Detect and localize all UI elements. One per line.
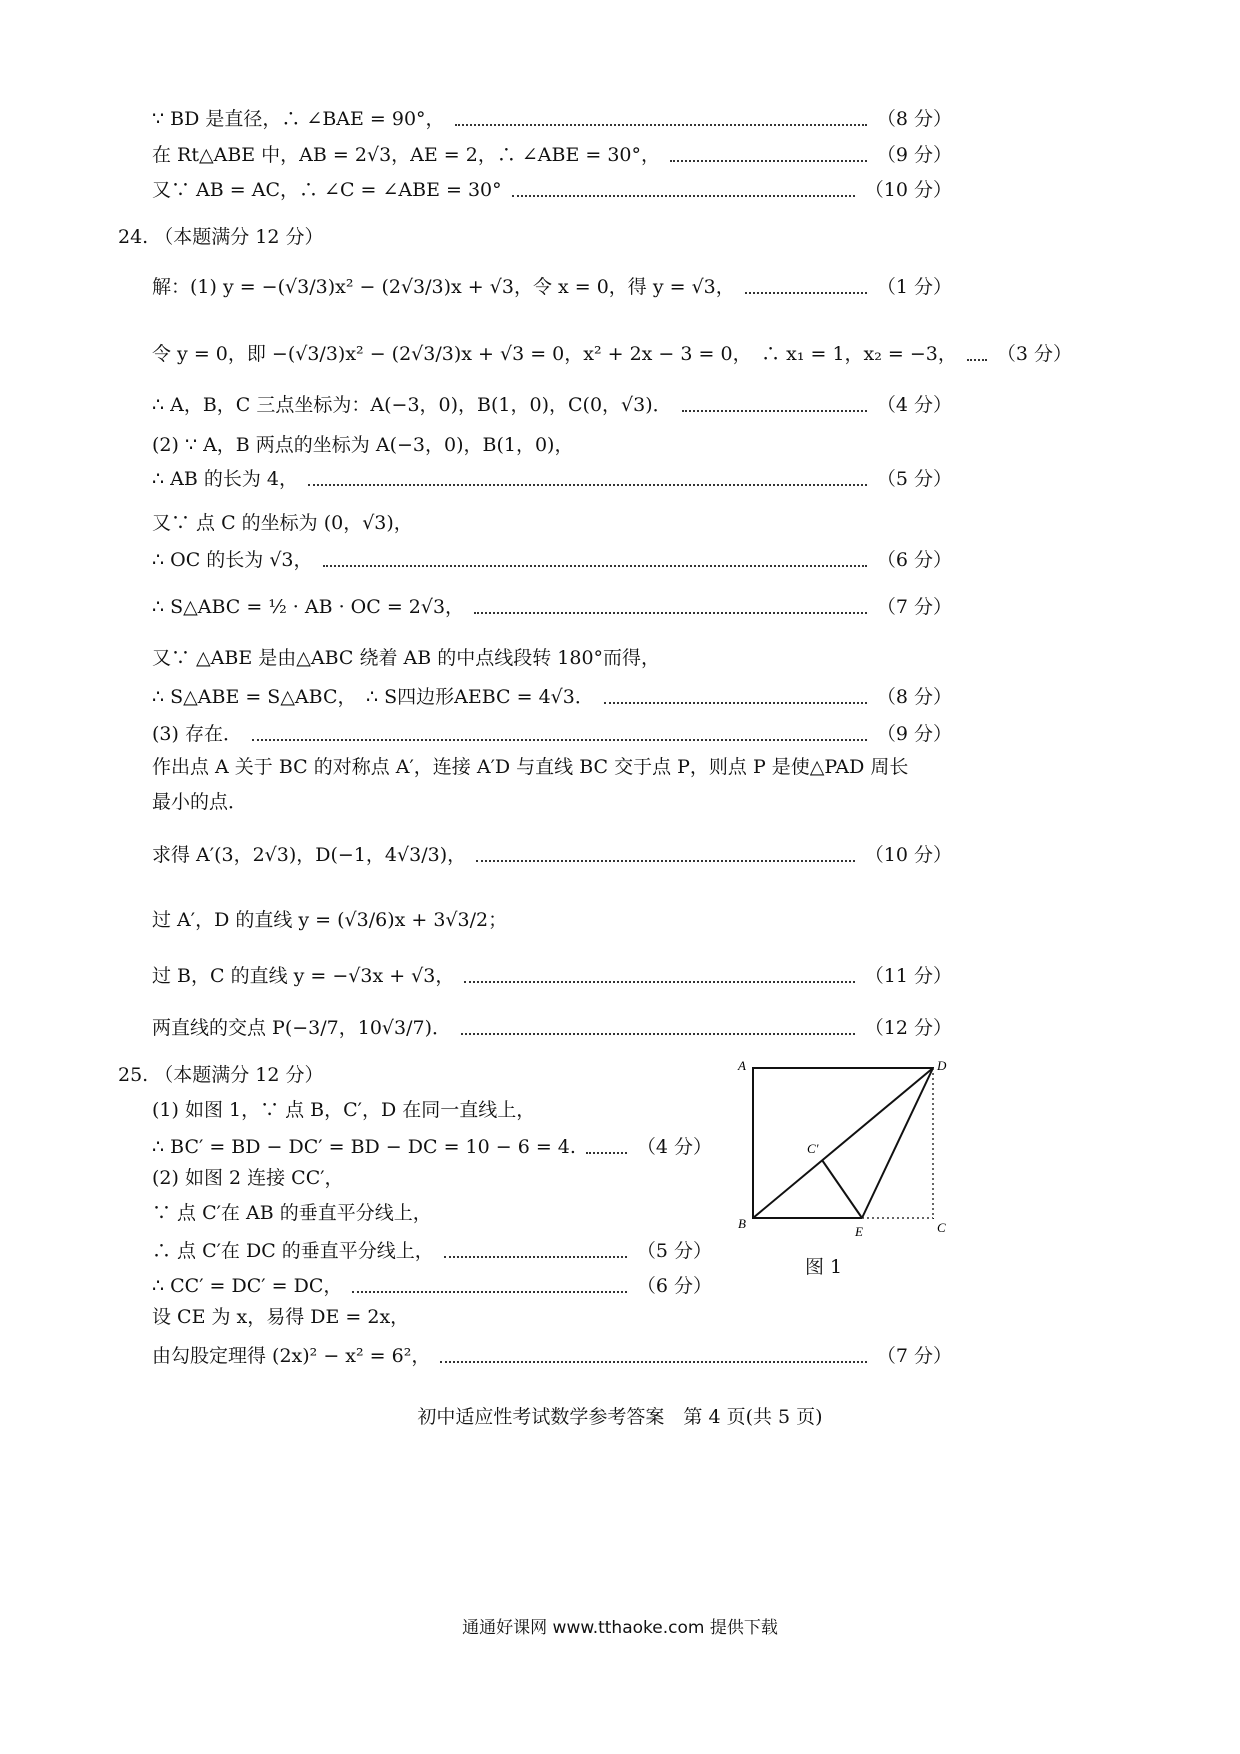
- label-c-prime: C′: [807, 1141, 819, 1156]
- answer-line: ∴ 点 C′在 DC 的垂直平分线上， （5 分）: [152, 1240, 712, 1262]
- answer-text: 又∵ 点 C 的坐标为 (0，√3)，: [152, 512, 413, 534]
- answer-text: 最小的点．: [152, 791, 248, 813]
- question-25-header: 25. （本题满分 12 分）: [118, 1064, 324, 1086]
- answer-line: ∴ A，B，C 三点坐标为：A(−3，0)，B(1，0)，C(0，√3)． （4 分）: [152, 394, 952, 416]
- answer-line: 过 B，C 的直线 y = −√3x + √3， （11 分）: [152, 965, 952, 987]
- answer-line: 令 y = 0，即 −(√3/3)x² − (2√3/3)x + √3 = 0，x² + 2x − 3 = 0， ∴ x₁ = 1，x₂ = −3， （3 分）: [152, 343, 1073, 365]
- answer-line: 又∵ AB = AC，∴ ∠C = ∠ABE = 30° （10 分）: [152, 179, 952, 201]
- geometry-figure-1: [735, 1058, 955, 1278]
- figure-caption: 图 1: [805, 1256, 843, 1278]
- answer-text: 过 A′，D 的直线 y = (√3/6)x + 3√3/2；: [152, 909, 508, 931]
- answer-line: 由勾股定理得 (2x)² − x² = 6²， （7 分）: [152, 1345, 952, 1367]
- segment-de: [862, 1068, 933, 1218]
- answer-line: ∴ S△ABC = ½ · AB · OC = 2√3， （7 分）: [152, 596, 952, 618]
- answer-line: 解：(1) y = −(√3/3)x² − (2√3/3)x + √3，令 x = 0，得 y = √3， （1 分）: [152, 276, 952, 298]
- page-footer: 初中适应性考试数学参考答案 第 4 页(共 5 页): [417, 1406, 823, 1428]
- answer-line: ∴ S△ABE = S△ABC， ∴ S四边形AEBC = 4√3． （8 分）: [152, 686, 952, 708]
- watermark-text: 通通好课网 www.tthaoke.com 提供下载: [462, 1618, 778, 1638]
- answer-text: 又∵ △ABE 是由△ABC 绕着 AB 的中点线段转 180°而得，: [152, 647, 661, 669]
- label-a: A: [738, 1058, 746, 1073]
- answer-line: ∴ OC 的长为 √3， （6 分）: [152, 549, 952, 571]
- answer-text: ∵ 点 C′在 AB 的垂直平分线上，: [152, 1202, 432, 1224]
- label-d: D: [937, 1058, 947, 1073]
- label-b: B: [738, 1216, 746, 1231]
- answer-text: (2) 如图 2 连接 CC′，: [152, 1167, 344, 1189]
- answer-line: 求得 A′(3，2√3)，D(−1，4√3/3)， （10 分）: [152, 844, 952, 866]
- answer-line: (3) 存在． （9 分）: [152, 723, 952, 745]
- answer-text: 作出点 A 关于 BC 的对称点 A′，连接 A′D 与直线 BC 交于点 P，则点 P 是使△PAD 周长: [152, 756, 909, 778]
- answer-line: ∴ CC′ = DC′ = DC， （6 分）: [152, 1275, 712, 1297]
- answer-line: ∴ AB 的长为 4， （5 分）: [152, 468, 952, 490]
- answer-line: ∵ BD 是直径，∴ ∠BAE = 90°， （8 分）: [152, 108, 952, 130]
- label-c: C: [937, 1220, 946, 1235]
- diagonal-bd: [753, 1068, 933, 1218]
- answer-line: ∴ BC′ = BD − DC′ = BD − DC = 10 − 6 = 4. （4 分）: [152, 1136, 712, 1158]
- answer-line: 在 Rt△ABE 中，AB = 2√3，AE = 2，∴ ∠ABE = 30°， （9 分）: [152, 144, 952, 166]
- answer-line: 两直线的交点 P(−3/7，10√3/7)． （12 分）: [152, 1017, 952, 1039]
- segment-ce: [822, 1160, 862, 1218]
- answer-text: (1) 如图 1，∵ 点 B，C′，D 在同一直线上，: [152, 1099, 536, 1121]
- answer-text: (2) ∵ A，B 两点的坐标为 A(−3，0)，B(1，0)，: [152, 434, 574, 456]
- label-e: E: [855, 1224, 863, 1239]
- question-24-header: 24. （本题满分 12 分）: [118, 226, 324, 248]
- answer-text: 设 CE 为 x，易得 DE = 2x，: [152, 1306, 410, 1328]
